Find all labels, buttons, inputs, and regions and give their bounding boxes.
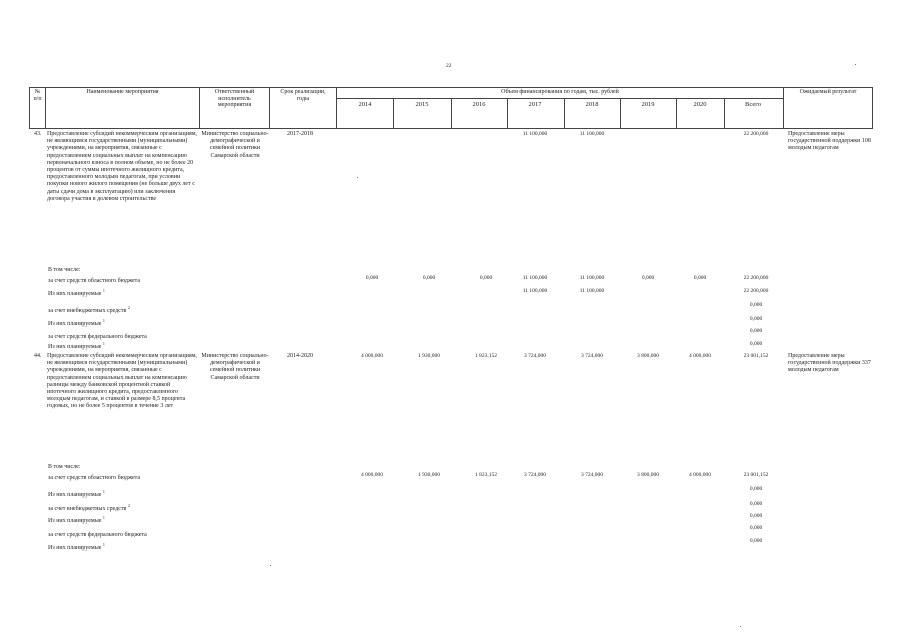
page-number: 22 [446,63,452,69]
row-value: 1 930,000 [418,353,440,359]
subrow-label: Из них планируемые $^1$ [48,341,105,350]
row-value: 11 100,000 [522,131,548,137]
year-divider [724,98,725,129]
subrows-intro: В том числе: [48,267,81,273]
subrow-value: 3 800,000 [637,472,659,478]
col-divider [872,87,873,129]
row-name: Предоставление субсидий некоммерческим организациям, не являющимся государственными (муниципальными) учреждениями, на мероприятия, связанные с предоставлением социальных выплат на компенсацию первоначального взноса в полном объеме, но не более 20 процентов от суммы ипотечного жилищного кредита, предоставленного молодым педагогам, при условии покупки нового жилого помещения (не больше двух лет с даты сдачи дома в эксплуатацию) или заключения договора участия в долевом строительстве [47,131,197,202]
subrow-value: 0,000 [749,513,763,519]
year-header: 2015 [415,101,429,108]
row-value: 3 724,000 [524,353,546,359]
scan-speck [357,177,358,178]
year-divider [564,98,565,129]
subrow-value: 11 100,000 [579,275,605,281]
subrow-label: Из них планируемые $^1$ [48,515,105,524]
year-header: 2017 [528,101,542,108]
year-divider [393,98,394,129]
subrow-label: Из них планируемые $^1$ [48,318,105,327]
subrow-label: за счет средств областного бюджета [48,278,141,284]
subrow-label: Из них планируемые $^1$ [48,489,105,498]
row-responsible: Министерство социально-демографической и семейной политики Самарской области [201,131,269,159]
subrow-value: 0,000 [749,328,763,334]
header-period: Срок реализации, годы [280,89,326,102]
subrow-value: 1 823,152 [475,472,497,478]
row-value: 22 200,000 [743,131,769,137]
subrow-value: 23 001,152 [743,472,769,478]
row-number: 43. [34,131,42,137]
row-value: 23 001,152 [743,353,769,359]
subrow-value: 0,000 [641,275,655,281]
year-header: Всего [745,101,761,108]
row-result: Предоставление меры государственной поддержки 337 молодым педагогам [788,353,871,374]
subrow-value: 0,000 [749,302,763,308]
subrow-label: за счет средств федерального бюджета [48,334,147,340]
subrow-value: 1 930,000 [418,472,440,478]
subrow-value: 3 724,000 [581,472,603,478]
row-name: Предоставление субсидий некоммерческим организациям, не являющимся государственными (муниципальными) учреждениями, на мероприятия, связанные с предоставлением социальных выплат на компенсацию разницы между банковской процентной ставкой ипотечного жилищного кредита, предоставленного молодым педагогам, и ставкой в размере 8,5 процента годовых, но не более 5 процентов в течение 3 лет [47,353,197,410]
subrow-value: 0,000 [693,275,707,281]
subrow-value: 4 000,000 [361,472,383,478]
header-name: Наименование мероприятия [86,89,159,95]
subrow-value: 11 100,000 [579,288,605,294]
year-divider [451,98,452,129]
header-num: № п/п [33,89,42,102]
header-responsible: Ответственный исполнитель мероприятия [214,89,255,109]
year-divider [507,98,508,129]
subrow-value: 11 100,000 [522,275,548,281]
subrow-value: 0,000 [749,341,763,347]
row-value: 4 000,000 [361,353,383,359]
subrow-value: 0,000 [749,525,763,531]
subrow-value: 11 100,000 [522,288,548,294]
subrow-label: за счет средств областного бюджета [48,475,141,481]
year-header: 2019 [641,101,655,108]
subrow-value: 22 200,000 [743,288,769,294]
row-result: Предоставление меры государственной поддержки 108 молодым педагогам [788,131,871,152]
row-value: 1 823,152 [475,353,497,359]
subrow-value: 0,000 [749,316,763,322]
header-result: Ожидаемый результат [799,89,857,95]
subrow-value: 0,000 [749,538,763,544]
year-header: 2020 [693,101,707,108]
scan-speck [855,64,856,65]
subrow-label: Из них планируемые $^1$ [48,542,105,551]
funding-subheader-border [336,98,783,99]
row-value: 11 100,000 [579,131,605,137]
year-header: 2018 [585,101,599,108]
year-divider [620,98,621,129]
scan-speck [740,626,741,627]
subrow-label: за счет средств федерального бюджета [48,532,147,538]
subrow-label: за счет внебюджетных средств $^2$ [48,503,130,512]
subrow-value: 0,000 [479,275,493,281]
scan-speck [270,565,271,566]
subrow-value: 0,000 [749,486,763,492]
row-responsible: Министерство социально-демографической и семейной политики Самарской области [201,353,269,381]
year-divider [676,98,677,129]
subrow-value: 4 000,000 [689,472,711,478]
header-funding: Объем финансирования по годам, тыс. рублей [501,89,619,95]
subrow-value: 0,000 [422,275,436,281]
subrow-label: Из них планируемые $^1$ [48,288,105,297]
row-period: 2014-2020 [287,353,313,359]
row-value: 4 000,000 [689,353,711,359]
table-top-border [29,87,872,88]
subrow-value: 3 724,000 [524,472,546,478]
subrows-intro: В том числе: [48,464,81,470]
subrow-value: 22 200,000 [743,275,769,281]
row-number: 44. [34,353,42,359]
row-value: 3 800,000 [637,353,659,359]
subrow-value: 0,000 [749,501,763,507]
year-header: 2016 [472,101,486,108]
subrow-value: 0,000 [365,275,379,281]
subrow-label: за счет внебюджетных средств $^2$ [48,305,130,314]
year-header: 2014 [358,101,372,108]
row-value: 3 724,000 [581,353,603,359]
row-period: 2017-2018 [287,131,313,137]
